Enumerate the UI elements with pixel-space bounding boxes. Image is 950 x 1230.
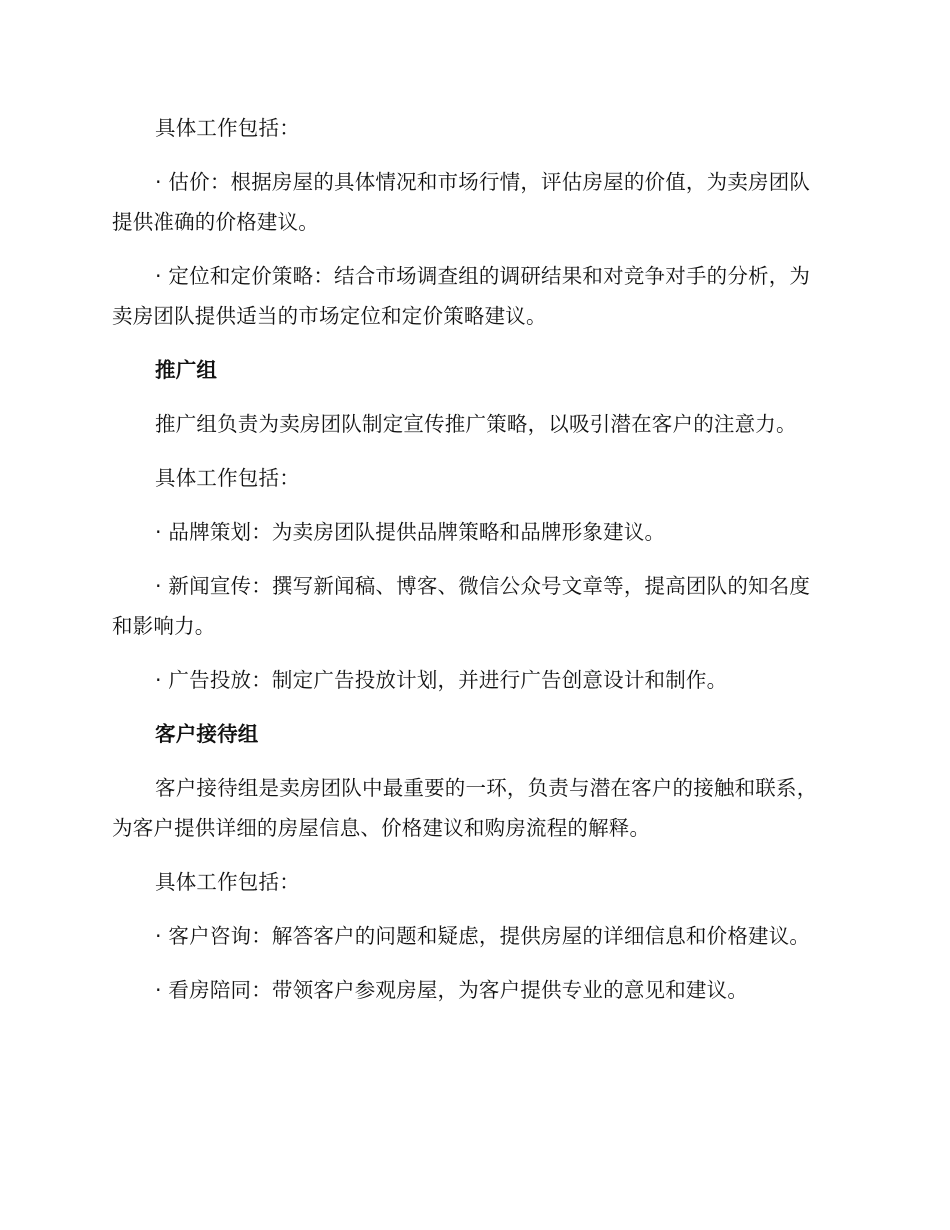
paragraph-work-includes: 具体工作包括： [155, 116, 300, 140]
bullet-valuation: · 估价：根据房屋的具体情况和市场行情，评估房屋的价值，为卖房团队提供准确的价格建议。 [112, 170, 811, 234]
bullet-viewing-accompany: · 看房陪同：带领客户参观房屋，为客户提供专业的意见和建议。 [155, 978, 749, 1002]
paragraph-promotion-intro: 推广组负责为卖房团队制定宣传推广策略，以吸引潜在客户的注意力。 [155, 412, 797, 436]
paragraph-work-includes: 具体工作包括： [155, 466, 300, 490]
bullet-customer-consulting: · 客户咨询：解答客户的问题和疑虑，提供房屋的详细信息和价格建议。 [155, 924, 811, 948]
paragraph-reception-intro: 客户接待组是卖房团队中最重要的一环，负责与潜在客户的接触和联系，为客户提供详细的房屋信息、价格建议和购房流程的解释。 [112, 776, 818, 840]
document-body [112, 108, 828, 1024]
bullet-positioning-pricing: · 定位和定价策略：结合市场调查组的调研结果和对竞争对手的分析，为卖房团队提供适当的市场定位和定价策略建议。 [112, 264, 811, 328]
paragraph-work-includes: 具体工作包括： [155, 870, 300, 894]
bullet-advertising: · 广告投放：制定广告投放计划，并进行广告创意设计和制作。 [155, 668, 728, 692]
section-heading-promotion: 推广组 [155, 358, 218, 382]
bullet-news-publicity: · 新闻宣传：撰写新闻稿、博客、微信公众号文章等，提高团队的知名度和影响力。 [112, 574, 811, 638]
bullet-brand-planning: · 品牌策划：为卖房团队提供品牌策略和品牌形象建议。 [155, 520, 666, 544]
section-heading-reception: 客户接待组 [155, 722, 259, 746]
